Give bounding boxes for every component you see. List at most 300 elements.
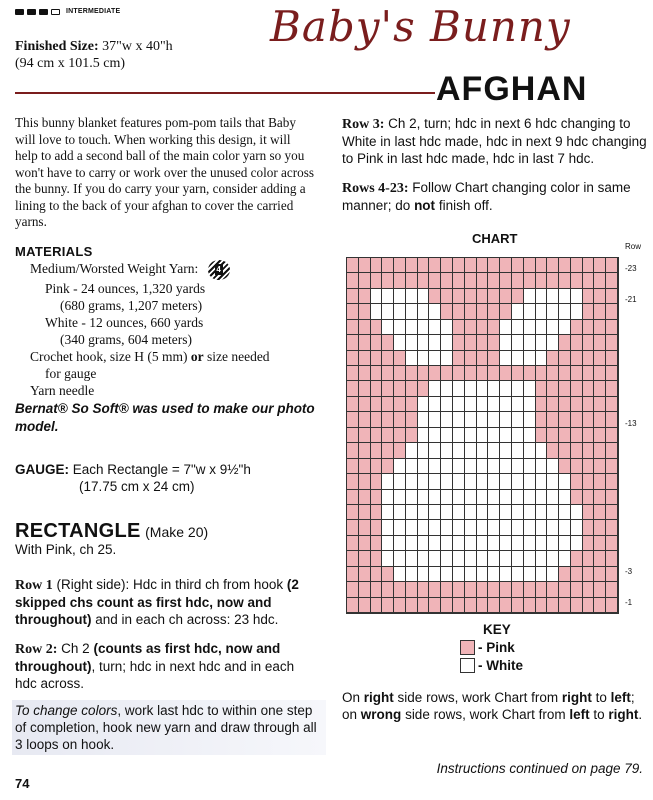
chart-cell: [477, 598, 489, 613]
chart-cell: [559, 273, 571, 288]
chart-cell: [524, 443, 536, 458]
skill-level: [15, 8, 120, 15]
chart-cell: [465, 428, 477, 443]
chart-cell: [406, 335, 418, 350]
gauge-text: Each Rectangle = 7"w x 9½"h: [72, 462, 251, 477]
chart-cell: [583, 320, 595, 335]
chart-cell: [441, 536, 453, 551]
chart-cell: [594, 335, 606, 350]
chart-cell: [571, 505, 583, 520]
chart-cell: [547, 428, 559, 443]
chart-cell: [429, 428, 441, 443]
chart-cell: [488, 428, 500, 443]
chart-cell: [347, 366, 359, 381]
chart-cell: [371, 598, 383, 613]
chart-cell: [606, 428, 618, 443]
chart-cell: [512, 289, 524, 304]
chart-cell: [359, 320, 371, 335]
chart-cell: [594, 598, 606, 613]
chart-cell: [571, 412, 583, 427]
chart-cell: [547, 273, 559, 288]
chart-cell: [453, 505, 465, 520]
chart-cell: [571, 304, 583, 319]
chart-cell: [488, 567, 500, 582]
gauge-section: [15, 461, 315, 495]
materials-section: [15, 243, 315, 399]
chart-cell: [500, 490, 512, 505]
chart-cell: [418, 258, 430, 273]
chart-cell: [488, 582, 500, 597]
chart-cell: [418, 335, 430, 350]
chart-cell: [406, 366, 418, 381]
materials-hook-gauge: for gauge: [45, 366, 97, 381]
chart-cell: [429, 258, 441, 273]
chart-cell: [418, 567, 430, 582]
materials-pink-metric: (680 grams, 1,207 meters): [60, 298, 203, 313]
chart-cell: [371, 366, 383, 381]
chart-cell: [465, 258, 477, 273]
chart-cell: [418, 443, 430, 458]
chart-cell: [394, 320, 406, 335]
chart-cell: [394, 582, 406, 597]
chart-cell: [347, 520, 359, 535]
chart-cell: [465, 304, 477, 319]
chart-cell: [394, 505, 406, 520]
chart-cell: [594, 258, 606, 273]
chart-cell: [382, 366, 394, 381]
chart-cell: [465, 567, 477, 582]
chart-cell: [512, 366, 524, 381]
chart-cell: [465, 289, 477, 304]
chart-cell: [583, 536, 595, 551]
chart-cell: [547, 505, 559, 520]
chart-cell: [477, 335, 489, 350]
chart-cell: [382, 598, 394, 613]
chart-cell: [500, 258, 512, 273]
chart-cell: [559, 304, 571, 319]
chart-cell: [347, 289, 359, 304]
chart-cell: [606, 459, 618, 474]
chart-cell: [453, 366, 465, 381]
chart-cell: [571, 536, 583, 551]
chart-cell: [571, 366, 583, 381]
chart-cell: [488, 443, 500, 458]
materials-yarn: [15, 260, 315, 280]
chart-cell: [524, 536, 536, 551]
chart-cell: [465, 273, 477, 288]
chart-cell: [453, 351, 465, 366]
chart-cell: [512, 598, 524, 613]
chart-cell: [594, 273, 606, 288]
chart-cell: [594, 551, 606, 566]
chart-cell: [488, 304, 500, 319]
chart-cell: [394, 443, 406, 458]
chart-cell: [524, 598, 536, 613]
chart-cell: [453, 381, 465, 396]
chart-cell: [418, 536, 430, 551]
chart-cell: [371, 567, 383, 582]
chart-cell: [524, 381, 536, 396]
chart-cell: [347, 412, 359, 427]
row-2-rest: , turn; hdc in next hdc and in each hdc across.: [15, 659, 295, 691]
row-mark-1: -1: [625, 598, 633, 607]
chart-cell: [441, 320, 453, 335]
pink-swatch: [460, 640, 475, 655]
chart-cell: [583, 598, 595, 613]
chart-cell: [418, 304, 430, 319]
chart-cell: [512, 351, 524, 366]
chart-cell: [406, 582, 418, 597]
chart-cell: [594, 520, 606, 535]
chart-cell: [371, 551, 383, 566]
change-colors-note: [12, 700, 326, 755]
skill-level-label: INTERMEDIATE: [66, 8, 121, 15]
chart-cell: [571, 335, 583, 350]
chart-cell: [441, 273, 453, 288]
chart-cell: [453, 459, 465, 474]
chart-cell: [524, 397, 536, 412]
chart-cell: [347, 567, 359, 582]
chart-cell: [536, 474, 548, 489]
chart-cell: [418, 273, 430, 288]
title-script: Baby's Bunny: [270, 2, 571, 51]
chart-cell: [429, 551, 441, 566]
chart-cell: [500, 335, 512, 350]
row-mark-23: -23: [625, 264, 637, 273]
chart-cell: [571, 320, 583, 335]
chart-cell: [500, 598, 512, 613]
chart-cell: [453, 520, 465, 535]
chart-cell: [406, 412, 418, 427]
chart-cell: [477, 505, 489, 520]
chart-cell: [547, 366, 559, 381]
chart-cell: [453, 536, 465, 551]
chart-cell: [429, 505, 441, 520]
chart-cell: [536, 335, 548, 350]
chart-cell: [547, 567, 559, 582]
chart-cell: [382, 351, 394, 366]
chart-cell: [347, 428, 359, 443]
white-swatch: [460, 658, 475, 673]
chart-cell: [359, 474, 371, 489]
change-colors-text: , work last hdc to within one step of completion, hook new yarn and draw through all 3 loops on hook.: [15, 703, 317, 752]
chart-cell: [559, 459, 571, 474]
chart-cell: [418, 551, 430, 566]
chart-cell: [559, 335, 571, 350]
chart-cell: [441, 412, 453, 427]
chart-cell: [382, 459, 394, 474]
hook-rest: size needed: [206, 349, 270, 364]
chart-cell: [477, 551, 489, 566]
chart-cell: [359, 273, 371, 288]
chart-cell: [429, 289, 441, 304]
chart-cell: [488, 505, 500, 520]
chart-cell: [547, 536, 559, 551]
chart-cell: [429, 304, 441, 319]
chart-cell: [477, 258, 489, 273]
chart-cell: [536, 273, 548, 288]
chart-cell: [382, 490, 394, 505]
chart-cell: [559, 582, 571, 597]
chart-cell: [606, 304, 618, 319]
row-1-label: Row 1: [15, 578, 53, 593]
chart-cell: [418, 505, 430, 520]
yarn-weight-icon: [208, 260, 230, 280]
chart-cell: [500, 520, 512, 535]
chart-cell: [347, 505, 359, 520]
chart-cell: [606, 598, 618, 613]
chart-cell: [453, 551, 465, 566]
chart-cell: [524, 289, 536, 304]
chart-cell: [488, 412, 500, 427]
chart-cell: [406, 459, 418, 474]
chart-cell: [441, 366, 453, 381]
chart-cell: [382, 335, 394, 350]
chart-cell: [594, 567, 606, 582]
chart-cell: [571, 351, 583, 366]
chart-cell: [500, 397, 512, 412]
chart-cell: [429, 397, 441, 412]
chart-cell: [477, 273, 489, 288]
chart-cell: [500, 320, 512, 335]
chart-cell: [441, 520, 453, 535]
chart-cell: [500, 304, 512, 319]
chart-cell: [371, 505, 383, 520]
chart-cell: [347, 536, 359, 551]
chart-cell: [488, 320, 500, 335]
chart-cell: [477, 490, 489, 505]
chart-cell: [571, 598, 583, 613]
chart-cell: [559, 520, 571, 535]
chart-cell: [406, 505, 418, 520]
chart-cell: [524, 320, 536, 335]
chart-cell: [347, 598, 359, 613]
chart-cell: [418, 490, 430, 505]
chart-cell: [500, 474, 512, 489]
chart-cell: [606, 258, 618, 273]
chart-cell: [418, 474, 430, 489]
chart-cell: [418, 598, 430, 613]
materials-pink: Pink - 24 ounces, 1,320 yards: [45, 281, 206, 296]
chart-cell: [547, 258, 559, 273]
chart-cell: [371, 490, 383, 505]
finished-size-value: 37"w x 40"h: [102, 39, 173, 54]
materials-white: White - 12 ounces, 660 yards: [45, 315, 204, 330]
chart-cell: [583, 474, 595, 489]
chart-cell: [594, 443, 606, 458]
chart-cell: [429, 351, 441, 366]
chart-cell: [429, 273, 441, 288]
chart-cell: [453, 428, 465, 443]
chart-cell: [512, 474, 524, 489]
chart-cell: [406, 520, 418, 535]
chart-cell: [441, 289, 453, 304]
chart-cell: [429, 335, 441, 350]
chart-cell: [359, 258, 371, 273]
chart-cell: [371, 428, 383, 443]
chart-cell: [371, 289, 383, 304]
materials-white-metric: (340 grams, 604 meters): [60, 332, 192, 347]
chart-cell: [382, 273, 394, 288]
chart-cell: [512, 320, 524, 335]
row-2-instructions: [15, 640, 315, 692]
chart-cell: [429, 443, 441, 458]
chart-cell: [394, 490, 406, 505]
chart-cell: [559, 598, 571, 613]
chart-cell: [441, 474, 453, 489]
chart-cell: [465, 443, 477, 458]
chart-cell: [359, 335, 371, 350]
chart-cell: [583, 258, 595, 273]
chart-cell: [453, 474, 465, 489]
chart-cell: [371, 273, 383, 288]
chart-cell: [536, 551, 548, 566]
chart-cell: [382, 520, 394, 535]
rectangle-make: (Make 20): [145, 524, 209, 540]
chart-cell: [547, 289, 559, 304]
chart-cell: [488, 490, 500, 505]
chart-cell: [512, 443, 524, 458]
chart-cell: [465, 490, 477, 505]
chart-cell: [441, 397, 453, 412]
chart-title-text: CHART: [472, 231, 518, 246]
chart-cell: [594, 505, 606, 520]
chart-cell: [441, 505, 453, 520]
chart-cell: [606, 474, 618, 489]
chart-cell: [512, 536, 524, 551]
chart-cell: [571, 474, 583, 489]
chart-cell: [571, 289, 583, 304]
gauge-label: GAUGE:: [15, 462, 69, 477]
chart-cell: [453, 335, 465, 350]
chart-cell: [500, 551, 512, 566]
row-mark-13: -13: [625, 419, 637, 428]
chart-cell: [453, 490, 465, 505]
chart-cell: [347, 258, 359, 273]
chart-cell: [465, 551, 477, 566]
chart-cell: [382, 536, 394, 551]
chart-cell: [536, 428, 548, 443]
row-1-instructions: [15, 576, 315, 628]
chart-cell: [536, 582, 548, 597]
chart-cell: [559, 351, 571, 366]
key-pink: [460, 640, 523, 655]
chart-cell: [429, 582, 441, 597]
chart-cell: [371, 381, 383, 396]
chart-cell: [547, 381, 559, 396]
chart-cell: [394, 598, 406, 613]
chart-cell: [571, 490, 583, 505]
chart-cell: [465, 536, 477, 551]
rows-4-23-not: not: [414, 198, 436, 213]
chart-cell: [559, 536, 571, 551]
chart-cell: [488, 273, 500, 288]
chart-cell: [382, 258, 394, 273]
chart-cell: [594, 381, 606, 396]
chart-cell: [606, 351, 618, 366]
chart-cell: [347, 381, 359, 396]
page-number: 74: [15, 776, 30, 791]
chart-cell: [512, 490, 524, 505]
chart-cell: [453, 258, 465, 273]
chart-cell: [594, 428, 606, 443]
chart-cell: [465, 366, 477, 381]
chart-cell: [406, 381, 418, 396]
chart-cell: [583, 443, 595, 458]
skill-bar-segment: [27, 9, 36, 15]
chart-cell: [371, 320, 383, 335]
chart-cell: [524, 273, 536, 288]
chart-cell: [359, 351, 371, 366]
chart-cell: [559, 474, 571, 489]
chart-cell: [594, 412, 606, 427]
chart-cell: [371, 536, 383, 551]
chart-cell: [371, 520, 383, 535]
chart-cell: [465, 381, 477, 396]
chart-cell: [488, 289, 500, 304]
chart-cell: [571, 520, 583, 535]
chart-cell: [524, 505, 536, 520]
chart-cell: [382, 397, 394, 412]
chart-cell: [382, 381, 394, 396]
chart-cell: [441, 258, 453, 273]
chart-cell: [359, 381, 371, 396]
chart-cell: [536, 520, 548, 535]
chart-cell: [465, 335, 477, 350]
chart-cell: [418, 351, 430, 366]
chart-cell: [441, 335, 453, 350]
chart-cell: [559, 428, 571, 443]
chart-cell: [583, 351, 595, 366]
chart-cell: [394, 567, 406, 582]
materials-heading: MATERIALS: [15, 244, 93, 259]
chart-cell: [512, 582, 524, 597]
chart-cell: [536, 351, 548, 366]
chart-cell: [559, 412, 571, 427]
chart-cell: [547, 397, 559, 412]
chart-cell: [477, 443, 489, 458]
chart-cell: [547, 412, 559, 427]
chart-cell: [465, 505, 477, 520]
chart-cell: [382, 474, 394, 489]
chart-cell: [347, 459, 359, 474]
chart-cell: [477, 536, 489, 551]
chart-cell: [465, 582, 477, 597]
chart-cell: [512, 551, 524, 566]
continued-note: Instructions continued on page 79.: [436, 761, 643, 776]
materials-hook: [15, 348, 315, 365]
chart-cell: [524, 335, 536, 350]
chart-cell: [359, 366, 371, 381]
chart-cell: [571, 443, 583, 458]
chart-cell: [359, 304, 371, 319]
chart-cell: [359, 289, 371, 304]
chart-cell: [536, 289, 548, 304]
chart-cell: [453, 412, 465, 427]
chart-cell: [429, 381, 441, 396]
chart-cell: [547, 582, 559, 597]
chart-cell: [594, 536, 606, 551]
chart-cell: [394, 273, 406, 288]
chart-cell: [465, 598, 477, 613]
chart-cell: [500, 273, 512, 288]
chart-cell: [500, 459, 512, 474]
chart-cell: [347, 304, 359, 319]
chart-cell: [536, 412, 548, 427]
title-divider: [15, 92, 435, 94]
finished-size-label: Finished Size:: [15, 39, 99, 54]
chart-cell: [418, 412, 430, 427]
